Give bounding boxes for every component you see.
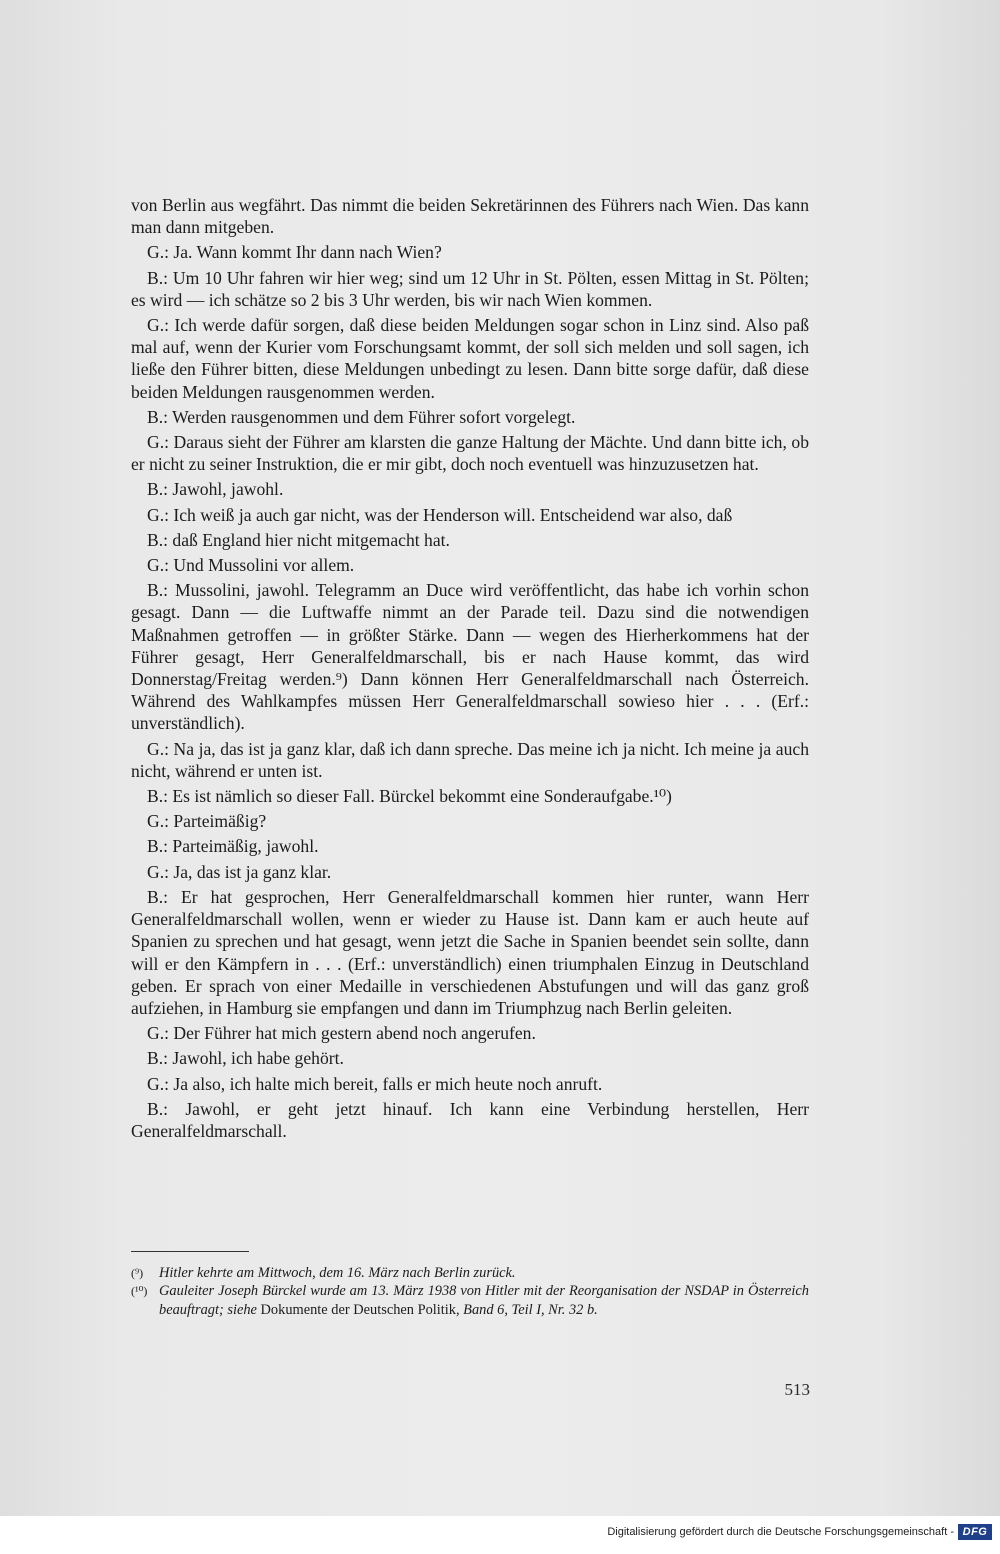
footnote-text-part: Gauleiter Joseph Bürckel wurde am 13. März 1938 von Hitler mit der Reorganisation der NSDAP in Österreich beauftragt; siehe xyxy=(159,1283,809,1318)
funding-credit: Digitalisierung gefördert durch die Deutsche Forschungsgemeinschaft - xyxy=(607,1526,954,1538)
paragraph: G.: Daraus sieht der Führer am klarsten die ganze Haltung der Mächte. Und dann bitte ich, ob er nicht zu seiner Instruktion, die er mir gibt, doch noch eventuell was hinzuzusetzen hat. xyxy=(131,432,809,475)
paragraph: B.: Jawohl, ich habe gehört. xyxy=(147,1048,344,1069)
paragraph: G.: Und Mussolini vor allem. xyxy=(147,555,355,576)
footnote-number: (⁹) xyxy=(131,1266,144,1280)
paragraph: G.: Der Führer hat mich gestern abend noch angerufen. xyxy=(147,1023,536,1044)
paragraph: G.: Ja also, ich halte mich bereit, falls er mich heute noch anruft. xyxy=(147,1073,603,1094)
paragraph: G.: Ja, das ist ja ganz klar. xyxy=(147,861,332,882)
paragraph: B.: daß England hier nicht mitgemacht hat. xyxy=(147,529,450,550)
footnote xyxy=(131,1282,809,1319)
paragraph: B.: Werden rausgenommen und dem Führer sofort vorgelegt. xyxy=(147,406,576,427)
paragraph: B.: Er hat gesprochen, Herr Generalfeldmarschall kommen hier runter, wann Herr Generalfeldmarschall wollen, wenn er wieder zu Hause ist. Dann kam er auch heute auf Spanien zu sprechen und hat gesagt, wenn jetzt die Sache in Spanien beendet sein sollte, dann will er den Kämpfern in . . . (Erf.: unverständlich) einen triumphalen Einzug in Deutschland geben. Er sprach von einer Medaille in verschiedenen Abstufungen und will das ganz groß aufziehen, in Hamburg sie empfangen und dann im Triumphzug nach Berlin geleiten. xyxy=(131,886,809,1018)
paragraph: B.: Jawohl, er geht jetzt hinauf. Ich kann eine Verbindung herstellen, Herr Generalfeldmarschall. xyxy=(131,1098,809,1141)
paragraph: G.: Ich weiß ja auch gar nicht, was der Henderson will. Entscheidend war also, daß xyxy=(147,504,733,525)
footnote-number: (¹⁰) xyxy=(131,1284,148,1299)
page-number: 513 xyxy=(784,1380,810,1399)
footnote-source-title: Dokumente der Deutschen Politik, xyxy=(260,1301,460,1318)
paragraph: B.: Parteimäßig, jawohl. xyxy=(147,836,319,857)
paragraph: G.: Ja. Wann kommt Ihr dann nach Wien? xyxy=(147,242,442,263)
body-text xyxy=(131,194,809,1145)
paragraph: B.: Es ist nämlich so dieser Fall. Bürckel bekommt eine Sonderaufgabe.¹⁰) xyxy=(147,786,672,807)
paragraph: G.: Ich werde dafür sorgen, daß diese beiden Meldungen sogar schon in Linz sind. Also paß mal auf, wenn der Kurier vom Forschungsamt kommt, der soll sich melden und soll sagen, ich ließe den Führer bitten, diese Meldungen unbedingt zu lesen. Dann bitte sorge dafür, daß diese beiden Meldungen rausgenommen werden. xyxy=(131,315,809,402)
footnote-text: Hitler kehrte am Mittwoch, dem 16. März nach Berlin zurück. xyxy=(159,1265,516,1281)
paragraph: B.: Um 10 Uhr fahren wir hier weg; sind um 12 Uhr in St. Pölten, essen Mittag in St. Pölten; es wird — ich schätze so 2 bis 3 Uhr werden, bis wir nach Wien kommen. xyxy=(131,267,809,310)
paragraph: B.: Jawohl, jawohl. xyxy=(147,479,284,500)
footnote-separator xyxy=(131,1251,249,1252)
footnotes xyxy=(131,1264,809,1319)
footnote-text-part: Band 6, Teil I, Nr. 32 b. xyxy=(463,1301,598,1318)
footnote xyxy=(131,1264,809,1282)
footnote-text xyxy=(159,1282,809,1319)
paragraph: G.: Na ja, das ist ja ganz klar, daß ich dann spreche. Das meine ich ja nicht. Ich meine ja auch nicht, während er unten ist. xyxy=(131,738,809,781)
paragraph: von Berlin aus wegfährt. Das nimmt die beiden Sekretärinnen des Führers nach Wien. Das kann man dann mitgeben. xyxy=(131,195,809,238)
paragraph: B.: Mussolini, jawohl. Telegramm an Duce wird veröffentlicht, das habe ich vorhin schon gesagt. Dann — die Luftwaffe nimmt an der Parade teil. Dazu sind die notwendigen Maßnahmen getroffen — in größter Stärke. Dann — wegen des Hierherkommens hat der Führer gesagt, Herr Generalfeldmarschall, bis er nach Hause kommt, das wird Donnerstag/Freitag werden.⁹) Dann können Herr Generalfeldmarschall nach Österreich. Während des Wahlkampfes müssen Herr Generalfeldmarschall sowieso hier . . . (Erf.: unverständlich). xyxy=(131,580,809,734)
paragraph: G.: Parteimäßig? xyxy=(147,811,267,832)
dfg-logo-icon: DFG xyxy=(958,1524,992,1540)
